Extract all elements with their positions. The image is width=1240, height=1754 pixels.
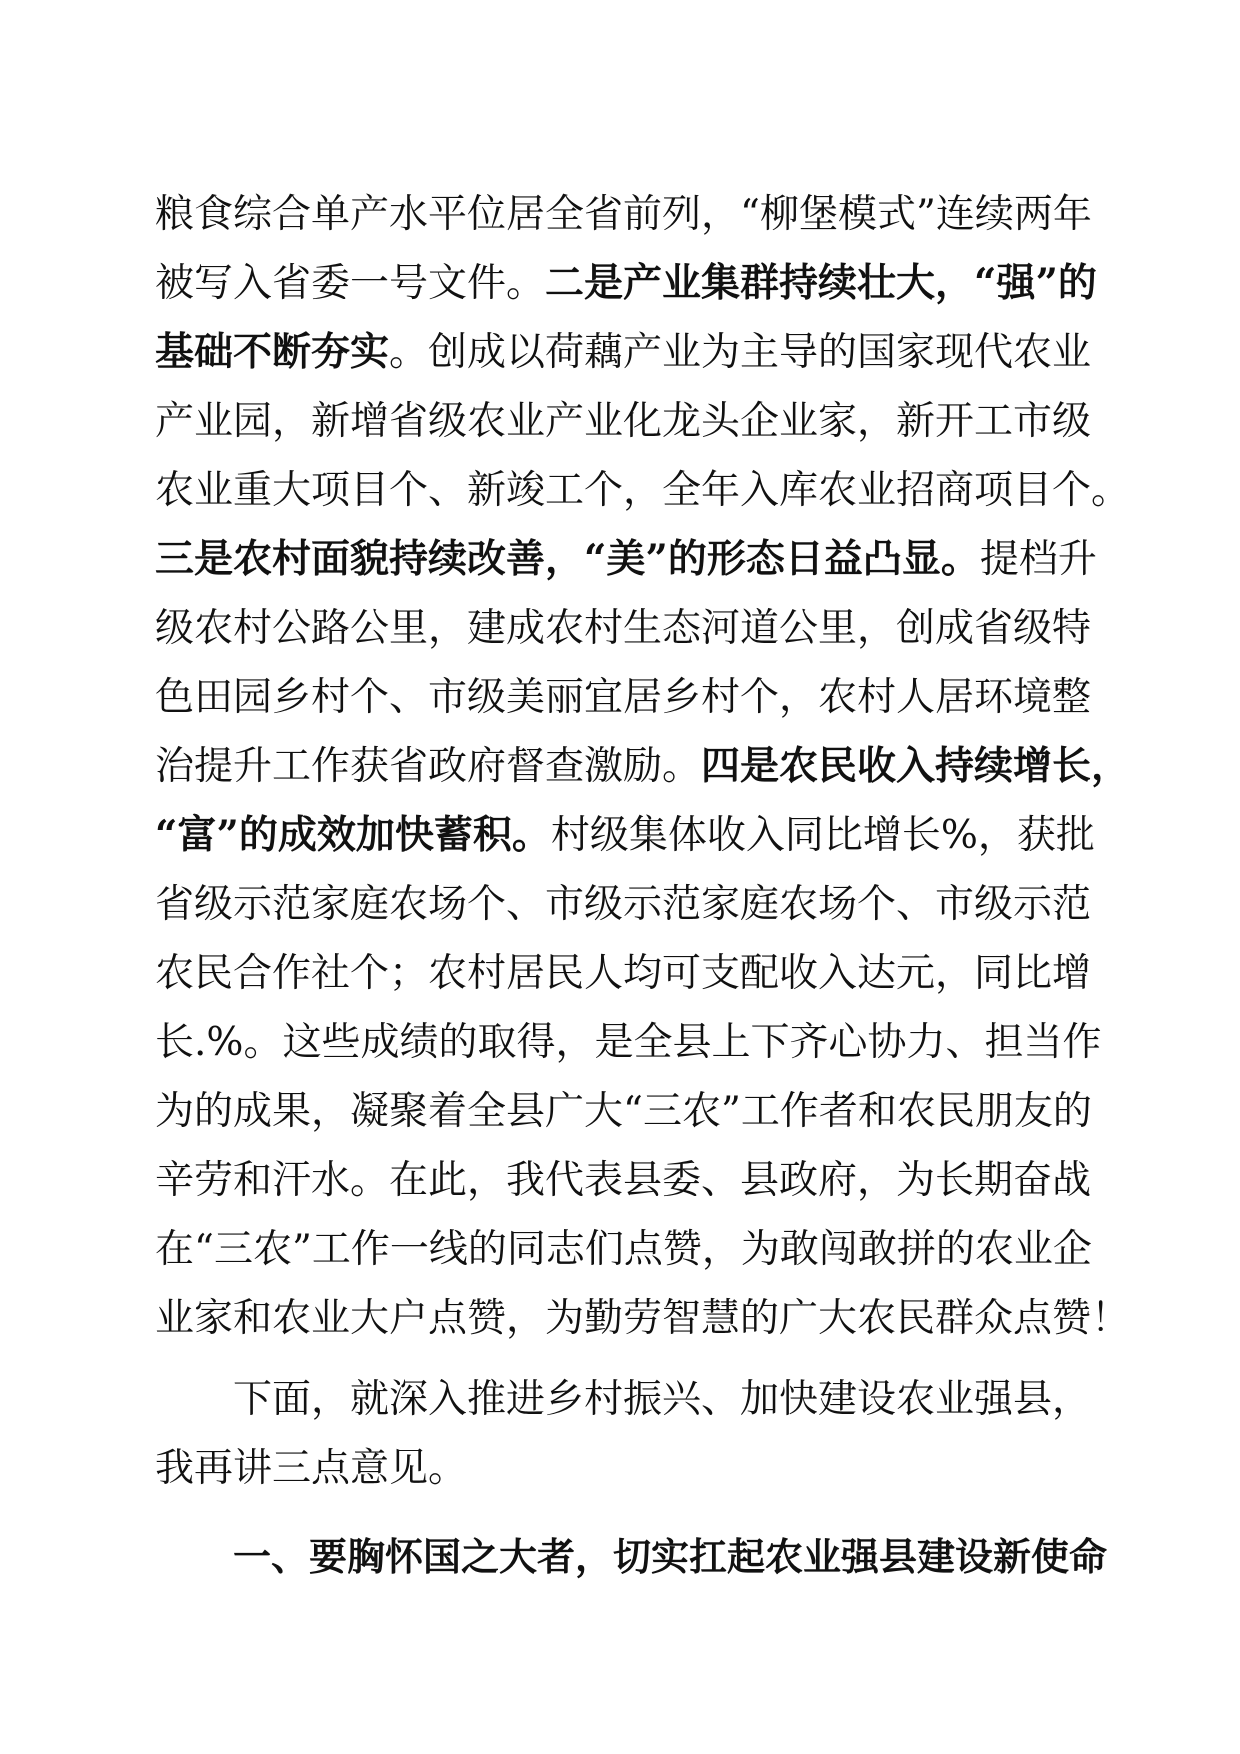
bold-point-four: 四是农民收入持续增长， [701,743,1131,789]
text-line: 基础不断夯实。创成以荷藕产业为主导的国家现代农业 [155,329,1092,375]
text-line: 治提升工作获省政府督查激励。四是农民收入持续增长， [155,743,1131,789]
text-line: 产业园，新增省级农业产业化龙头企业家，新开工市级 [155,399,1092,444]
bold-point-three: 三是农村面貌持续改善，“美”的形态日益凸显。 [155,536,980,582]
text-line: 级农村公路公里，建成农村生态河道公里，创成省级特 [155,606,1092,651]
text-line: 业家和农业大户点赞，为勤劳智慧的广大农民群众点赞！ [155,1296,1131,1341]
text-line: 农民合作社个；农村居民人均可支配收入达元，同比增 [155,951,1092,996]
document-page [155,180,1131,1592]
text-line: 被写入省委一号文件。二是产业集群持续壮大，“强”的 [155,260,1097,306]
bold-point-two-cont: 基础不断夯实 [155,329,390,375]
text-line: 粮食综合单产水平位居全省前列，“柳堡模式”连续两年 [155,192,1092,237]
text-line: 在“三农”工作一线的同志们点赞，为敢闯敢拼的农业企 [155,1227,1092,1272]
text-line: 农业重大项目个、新竣工个，全年入库农业招商项目个。 [155,468,1131,513]
text-line: 省级示范家庭农场个、市级示范家庭农场个、市级示范 [155,882,1092,927]
text-line: 为的成果，凝聚着全县广大“三农”工作者和农民朋友的 [155,1089,1092,1134]
section-heading: 一、要胸怀国之大者，切实扛起农业强县建设新使命 [233,1535,1108,1579]
text-line: 色田园乡村个、市级美丽宜居乡村个，农村人居环境整 [155,675,1092,720]
text-line: 辛劳和汗水。在此，我代表县委、县政府，为长期奋战 [155,1158,1092,1203]
text-line: 我再讲三点意见。 [155,1446,468,1491]
bold-point-four-cont: “富”的成效加快蓄积。 [155,812,551,858]
text-line: 长.%。这些成绩的取得，是全县上下齐心协力、担当作 [155,1020,1102,1065]
text-line: “富”的成效加快蓄积。村级集体收入同比增长%，获批 [155,812,1095,858]
text-line: 三是农村面貌持续改善，“美”的形态日益凸显。提档升 [155,536,1097,582]
text-line: 下面，就深入推进乡村振兴、加快建设农业强县， [233,1377,1092,1422]
bold-point-two: 二是产业集群持续壮大，“强”的 [545,260,1097,306]
